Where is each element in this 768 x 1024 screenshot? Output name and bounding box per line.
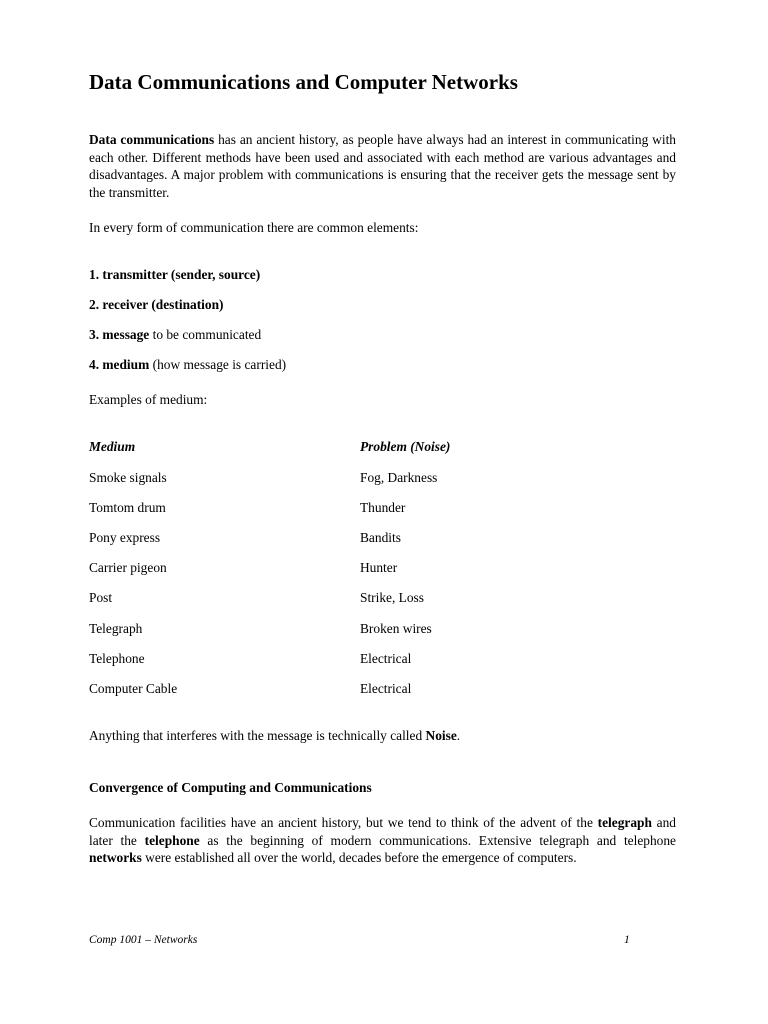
noise-text: Anything that interferes with the message is technically called	[89, 728, 426, 743]
table-cell-medium: Telephone	[89, 651, 145, 666]
table-cell-medium: Telegraph	[89, 621, 143, 636]
elements-intro: In every form of communication there are common elements:	[89, 220, 419, 235]
element-item	[89, 356, 286, 373]
footer-course: Comp 1001 – Networks	[89, 934, 198, 946]
table-cell-problem: Fog, Darkness	[360, 470, 438, 485]
noise-sentence	[89, 727, 460, 744]
element-item-text: (how message is carried)	[149, 357, 287, 372]
element-item	[89, 326, 261, 343]
element-item	[89, 266, 260, 283]
element-item	[89, 296, 224, 313]
table-cell-problem: Electrical	[360, 651, 412, 666]
table-cell-medium: Tomtom drum	[89, 500, 166, 515]
table-cell-medium: Computer Cable	[89, 681, 178, 696]
convergence-term-telephone: telephone	[144, 832, 200, 848]
table-cell-medium: Pony express	[89, 530, 161, 545]
table-cell-medium: Post	[89, 590, 113, 605]
intro-paragraph	[89, 131, 676, 201]
table-cell-problem: Electrical	[360, 681, 412, 696]
element-item-bold: 1. transmitter (sender, source)	[89, 267, 261, 282]
convergence-text: as the beginning of modern communications. Extensive telegraph and telephone	[199, 832, 676, 848]
noise-period: .	[456, 728, 461, 743]
document-title: Data Communications and Computer Networks	[89, 70, 518, 94]
table-cell-medium: Carrier pigeon	[89, 560, 167, 575]
convergence-text: and later the	[89, 815, 676, 848]
noise-term: Noise	[425, 728, 457, 743]
table-cell-problem: Bandits	[360, 530, 401, 545]
element-item-bold: 3. message	[89, 327, 150, 342]
table-cell-problem: Hunter	[360, 560, 398, 575]
convergence-heading: Convergence of Computing and Communications	[89, 780, 372, 795]
convergence-paragraph	[89, 814, 676, 867]
convergence-term-networks: networks	[89, 850, 142, 866]
table-cell-problem: Thunder	[360, 500, 406, 515]
table-header-problem: Problem (Noise)	[360, 439, 451, 454]
examples-label: Examples of medium:	[89, 392, 208, 407]
table-header-medium: Medium	[89, 439, 136, 454]
footer-page-number: 1	[624, 934, 630, 946]
intro-text: has an ancient history, as people have always had an interest in communicating with each other. Different methods have been used and associated with each method are various advantages and disadvantages. A major problem with communications is ensuring that the receiver gets the message sent by the transmitter.	[89, 132, 676, 200]
element-item-text: to be communicated	[149, 327, 262, 342]
table-cell-medium: Smoke signals	[89, 470, 167, 485]
convergence-term-telegraph: telegraph	[597, 815, 652, 830]
element-item-bold: 2. receiver (destination)	[89, 297, 224, 312]
table-cell-problem: Broken wires	[360, 621, 432, 636]
convergence-text: Communication facilities have an ancient history, but we tend to think of the advent of the	[89, 815, 598, 830]
convergence-text: were established all over the world, decades before the emergence of computers.	[141, 850, 577, 866]
intro-bold-lead: Data communications	[89, 132, 215, 147]
table-cell-problem: Strike, Loss	[360, 590, 424, 605]
element-item-bold: 4. medium	[89, 357, 150, 372]
